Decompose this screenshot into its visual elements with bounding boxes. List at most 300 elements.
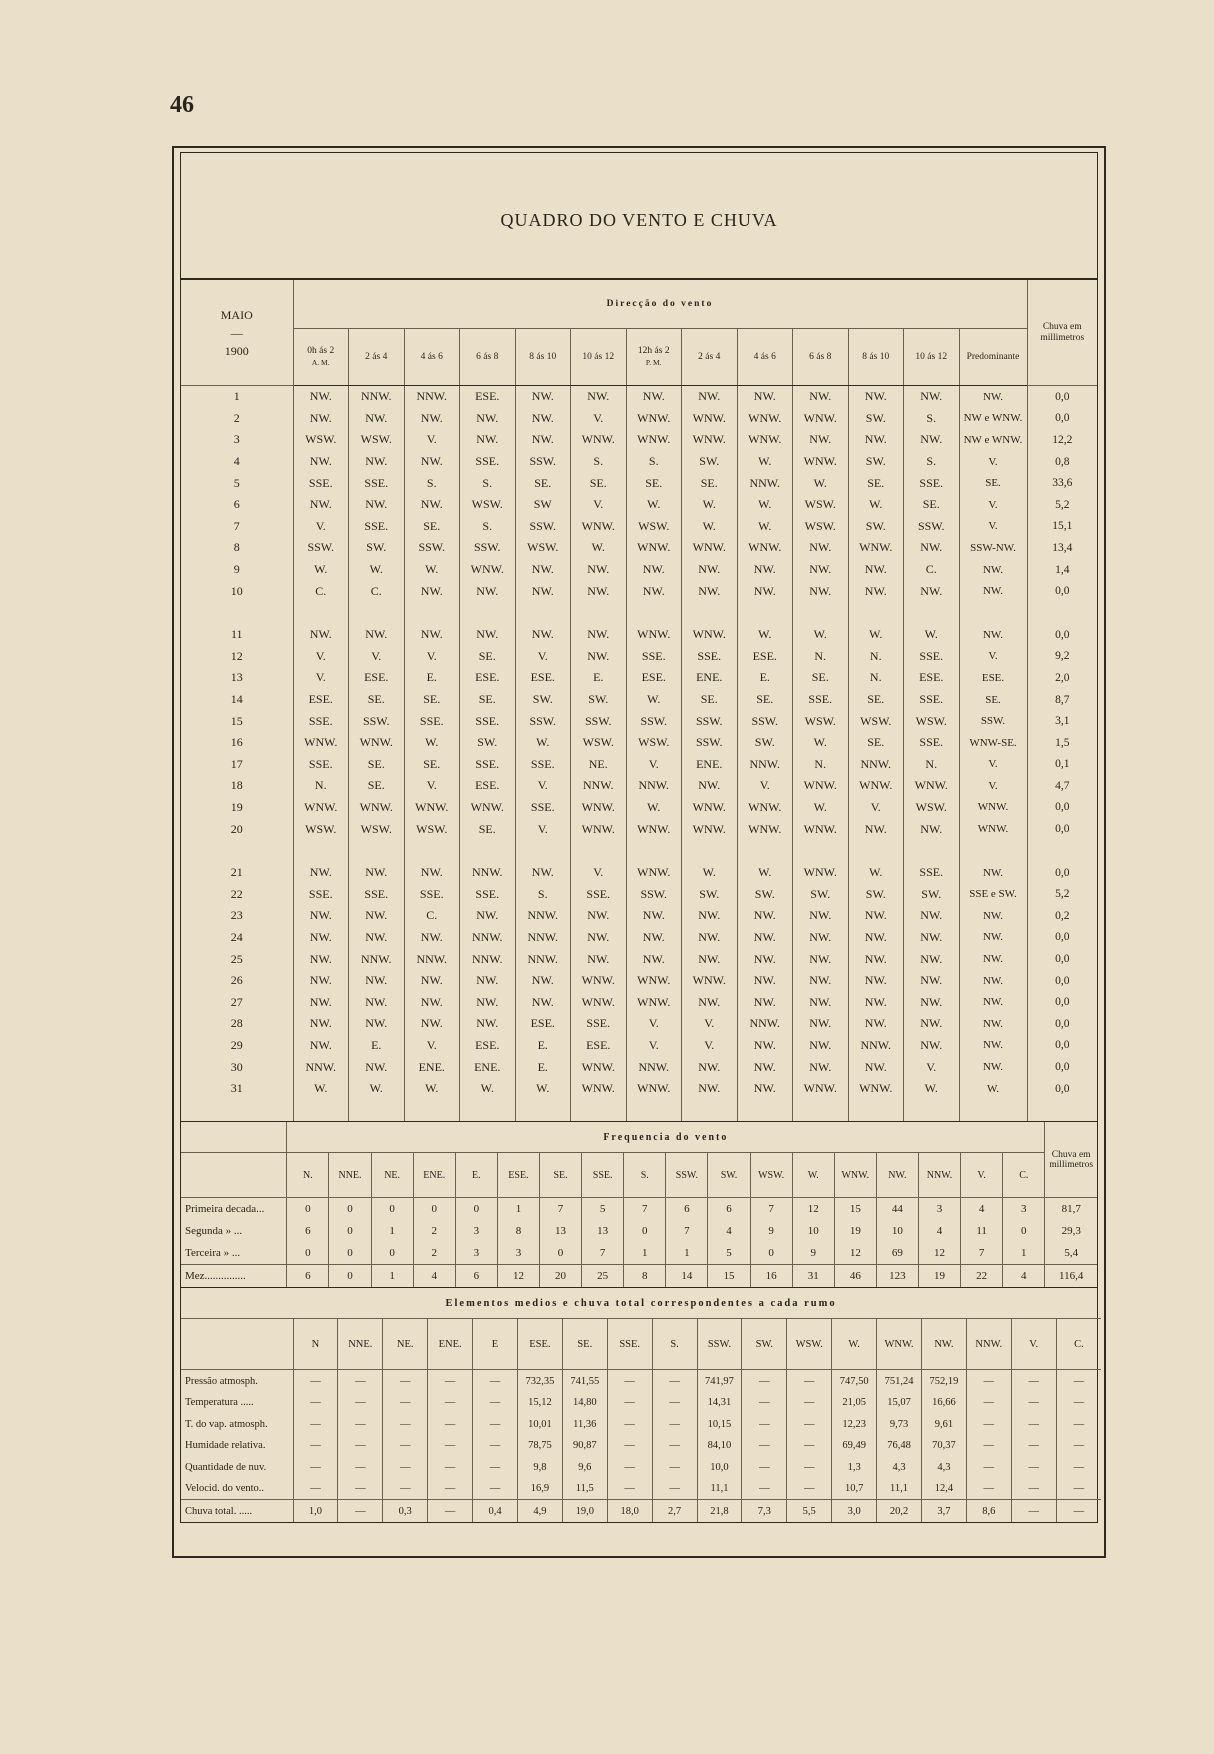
hour-range: 4 ás 6 xyxy=(753,351,776,362)
direction-cell: NW. xyxy=(793,905,849,927)
table-row xyxy=(181,732,1097,754)
element-cell: — xyxy=(966,1413,1011,1435)
frequency-cell: 0 xyxy=(329,1265,371,1288)
element-cell: — xyxy=(383,1413,428,1435)
direction-cell: SW. xyxy=(571,689,627,711)
direction-header: NE. xyxy=(371,1153,413,1198)
direction-cell: NW. xyxy=(793,559,849,581)
direction-cell: NW. xyxy=(404,1013,460,1035)
table-row xyxy=(181,883,1097,905)
direction-cell: NW. xyxy=(682,991,738,1013)
direction-cell: NNW. xyxy=(626,1056,682,1078)
table-row xyxy=(181,1392,1101,1414)
direction-cell: NW. xyxy=(349,862,405,884)
frequency-cell: 15 xyxy=(708,1265,750,1288)
rain-cell: 0,0 xyxy=(1027,927,1097,949)
frequency-cell: 3 xyxy=(1003,1198,1045,1221)
month-dash: — xyxy=(230,325,243,340)
direction-cell: NW. xyxy=(682,1056,738,1078)
element-cell: — xyxy=(293,1413,338,1435)
frequency-cell: 0 xyxy=(455,1198,497,1221)
predominant-cell: WNW. xyxy=(959,818,1027,840)
direction-cell: WNW. xyxy=(793,1078,849,1100)
frequency-corner xyxy=(181,1122,287,1153)
element-cell: — xyxy=(787,1456,832,1478)
direction-cell: NNW. xyxy=(848,754,904,776)
gap-cell xyxy=(571,840,627,862)
day-cell: 9 xyxy=(233,562,240,577)
element-cell: — xyxy=(607,1435,652,1457)
predominant-cell: NW e WNW. xyxy=(959,408,1027,430)
gap-cell xyxy=(515,840,571,862)
frequency-direction-row xyxy=(181,1153,1097,1198)
hour-range: 8 ás 10 xyxy=(529,351,557,362)
direction-cell: SSW. xyxy=(571,710,627,732)
direction-cell: WNW. xyxy=(349,797,405,819)
direction-cell: S. xyxy=(571,451,627,473)
element-cell: — xyxy=(1011,1413,1056,1435)
direction-cell: SSE. xyxy=(349,516,405,538)
direction-cell: NW. xyxy=(404,580,460,602)
element-cell: 4,9 xyxy=(517,1500,562,1522)
gap-cell xyxy=(626,840,682,862)
direction-cell: WSW. xyxy=(626,516,682,538)
direction-cell: C. xyxy=(349,580,405,602)
direction-cell: WNW. xyxy=(626,537,682,559)
direction-cell: NW. xyxy=(293,948,349,970)
rain-cell: 2,0 xyxy=(1027,667,1097,689)
direction-cell: NW. xyxy=(460,624,516,646)
table-row xyxy=(181,1035,1097,1057)
direction-cell: SSE. xyxy=(349,472,405,494)
table-row xyxy=(181,818,1097,840)
direction-cell: SW. xyxy=(793,883,849,905)
day-cell: 1 xyxy=(233,389,240,404)
direction-cell: SSE. xyxy=(349,883,405,905)
rain-cell: 0,0 xyxy=(1027,797,1097,819)
element-cell: 747,50 xyxy=(832,1370,877,1392)
direction-cell: SE. xyxy=(626,472,682,494)
month-header xyxy=(181,280,293,386)
direction-cell: W. xyxy=(626,689,682,711)
frequency-cell: 11 xyxy=(961,1220,1003,1242)
element-cell: — xyxy=(607,1370,652,1392)
element-cell: — xyxy=(607,1478,652,1500)
frequency-cell: 14 xyxy=(666,1265,708,1288)
direction-cell: SSE. xyxy=(904,472,960,494)
table-row xyxy=(181,991,1097,1013)
direction-cell: W. xyxy=(848,862,904,884)
element-cell: — xyxy=(293,1456,338,1478)
direction-cell: V. xyxy=(737,775,793,797)
frequency-cell: 0 xyxy=(287,1242,329,1265)
gap-cell xyxy=(571,1099,627,1121)
direction-cell: NW. xyxy=(626,580,682,602)
day-cell: 8 xyxy=(233,540,240,555)
direction-cell: SSW. xyxy=(626,710,682,732)
gap-cell xyxy=(349,1099,405,1121)
day-cell: 26 xyxy=(230,973,243,988)
element-cell: — xyxy=(1056,1370,1101,1392)
direction-cell: NNW. xyxy=(460,948,516,970)
element-cell: — xyxy=(428,1456,473,1478)
direction-header: SSW. xyxy=(666,1153,708,1198)
element-cell: 5,5 xyxy=(787,1500,832,1522)
day-cell: 5 xyxy=(233,475,240,490)
row-label: T. do vap. atmosph. xyxy=(185,1418,268,1430)
direction-cell: W. xyxy=(515,1078,571,1100)
frequency-cell: 7 xyxy=(750,1198,792,1221)
direction-header: V. xyxy=(961,1153,1003,1198)
table-frame xyxy=(172,146,1106,1558)
element-cell: — xyxy=(428,1370,473,1392)
direction-cell: S. xyxy=(460,516,516,538)
direction-cell: W. xyxy=(793,797,849,819)
direction-header: S. xyxy=(624,1153,666,1198)
direction-header: ENE. xyxy=(428,1319,473,1370)
direction-cell: NW. xyxy=(404,970,460,992)
element-cell: — xyxy=(966,1435,1011,1457)
direction-cell: SSE. xyxy=(293,883,349,905)
direction-cell: SW. xyxy=(737,883,793,905)
direction-cell: SSE. xyxy=(904,646,960,668)
element-cell: — xyxy=(966,1370,1011,1392)
frequency-cell: 3 xyxy=(497,1242,539,1265)
direction-cell: NW. xyxy=(460,905,516,927)
direction-cell: W. xyxy=(349,559,405,581)
direction-cell: WNW. xyxy=(848,775,904,797)
direction-cell: NW. xyxy=(848,927,904,949)
direction-cell: SSW. xyxy=(682,732,738,754)
element-cell: — xyxy=(473,1370,518,1392)
elements-body xyxy=(181,1370,1101,1522)
gap-cell xyxy=(848,602,904,624)
direction-cell: NW. xyxy=(904,537,960,559)
direction-header: C. xyxy=(1056,1319,1101,1370)
direction-cell: SSE. xyxy=(460,883,516,905)
element-cell: — xyxy=(383,1370,428,1392)
direction-cell: V. xyxy=(515,775,571,797)
direction-cell: WNW. xyxy=(571,970,627,992)
element-cell: 4,3 xyxy=(921,1456,966,1478)
hour-period: P. M. xyxy=(645,358,662,367)
direction-cell: W. xyxy=(737,862,793,884)
direction-cell: NW. xyxy=(349,1056,405,1078)
table-row xyxy=(181,1456,1101,1478)
direction-cell: V. xyxy=(571,408,627,430)
element-cell: 741,55 xyxy=(562,1370,607,1392)
element-cell: 0,4 xyxy=(473,1500,518,1522)
element-cell: 9,6 xyxy=(562,1456,607,1478)
direction-cell: SSW. xyxy=(515,516,571,538)
rain-cell: 0,0 xyxy=(1027,1035,1097,1057)
direction-cell: NW. xyxy=(793,1035,849,1057)
element-cell: 1,0 xyxy=(293,1500,338,1522)
frequency-cell: 12 xyxy=(834,1242,876,1265)
direction-cell: SSE. xyxy=(904,732,960,754)
frequency-cell: 9 xyxy=(750,1220,792,1242)
table-row xyxy=(181,537,1097,559)
page-title: QUADRO DO VENTO E CHUVA xyxy=(500,210,778,230)
day-cell: 13 xyxy=(230,670,243,685)
element-cell: — xyxy=(338,1370,383,1392)
direction-cell: SSE. xyxy=(515,797,571,819)
direction-cell: NW. xyxy=(737,991,793,1013)
direction-cell: SSE. xyxy=(682,646,738,668)
direction-cell: NW. xyxy=(293,451,349,473)
predominant-cell: WNW. xyxy=(959,797,1027,819)
hour-range: 2 ás 4 xyxy=(698,351,721,362)
title-box xyxy=(180,152,1098,280)
element-cell: — xyxy=(742,1413,787,1435)
frequency-cell: 1 xyxy=(497,1198,539,1221)
element-cell: 752,19 xyxy=(921,1370,966,1392)
gap-cell xyxy=(959,840,1027,862)
rain-cell: 12,2 xyxy=(1027,429,1097,451)
direction-cell: NNW. xyxy=(404,948,460,970)
predominant-cell: SSE e SW. xyxy=(959,883,1027,905)
predominant-cell: SSW. xyxy=(959,710,1027,732)
table-row xyxy=(181,624,1097,646)
element-cell: — xyxy=(338,1435,383,1457)
direction-cell: NW. xyxy=(793,1056,849,1078)
element-cell: 11,1 xyxy=(697,1478,742,1500)
direction-cell: SSE. xyxy=(904,689,960,711)
element-cell: 3,7 xyxy=(921,1500,966,1522)
direction-cell: ENE. xyxy=(460,1056,516,1078)
direction-cell: WNW. xyxy=(571,1078,627,1100)
element-cell: 84,10 xyxy=(697,1435,742,1457)
direction-header: ENE. xyxy=(413,1153,455,1198)
direction-cell: SW. xyxy=(904,883,960,905)
direction-cell: W. xyxy=(293,559,349,581)
predominant-cell: V. xyxy=(959,754,1027,776)
direction-cell: NW. xyxy=(737,948,793,970)
direction-cell: NE. xyxy=(571,754,627,776)
frequency-cell: 0 xyxy=(329,1220,371,1242)
direction-cell: W. xyxy=(737,624,793,646)
direction-cell: V. xyxy=(404,775,460,797)
gap-cell xyxy=(460,840,516,862)
direction-cell: WSW. xyxy=(349,818,405,840)
direction-cell: NW. xyxy=(349,970,405,992)
direction-header: E. xyxy=(455,1153,497,1198)
frequency-cell: 4 xyxy=(708,1220,750,1242)
row-label: Quantidade de nuv. xyxy=(185,1461,267,1473)
frequency-cell: 20 xyxy=(540,1265,582,1288)
frequency-cell: 1 xyxy=(666,1242,708,1265)
element-cell: — xyxy=(742,1456,787,1478)
direction-cell: NW. xyxy=(848,905,904,927)
element-cell: 10,0 xyxy=(697,1456,742,1478)
day-cell: 19 xyxy=(230,799,243,814)
hour-period: A. M. xyxy=(311,358,330,367)
hour-header xyxy=(404,329,460,386)
direction-cell: NW. xyxy=(571,624,627,646)
element-cell: 9,73 xyxy=(877,1413,922,1435)
direction-cell: NW. xyxy=(626,386,682,408)
direction-cell: SSE. xyxy=(460,710,516,732)
row-label: Terceira » ... xyxy=(185,1247,241,1260)
direction-cell: NW. xyxy=(515,580,571,602)
gap-cell xyxy=(181,1099,293,1121)
element-cell: — xyxy=(338,1392,383,1414)
direction-cell: SE. xyxy=(349,689,405,711)
direction-header: E xyxy=(473,1319,518,1370)
direction-cell: V. xyxy=(404,646,460,668)
table-row xyxy=(181,494,1097,516)
direction-cell: NW. xyxy=(793,991,849,1013)
element-cell: — xyxy=(1011,1435,1056,1457)
rain-cell: 0,0 xyxy=(1027,862,1097,884)
direction-cell: SSW. xyxy=(904,516,960,538)
direction-cell: WNW. xyxy=(682,797,738,819)
direction-cell: N. xyxy=(793,754,849,776)
decade-gap xyxy=(181,602,1097,624)
element-cell: — xyxy=(742,1370,787,1392)
table-row xyxy=(181,1198,1097,1221)
element-cell: 12,4 xyxy=(921,1478,966,1500)
element-cell: — xyxy=(383,1435,428,1457)
frequency-cell: 13 xyxy=(582,1220,624,1242)
direction-cell: W. xyxy=(904,1078,960,1100)
frequency-cell: 3 xyxy=(455,1220,497,1242)
direction-cell: SE. xyxy=(904,494,960,516)
bottom-gap xyxy=(181,1099,1097,1121)
direction-cell: WNW. xyxy=(571,429,627,451)
direction-cell: SSE. xyxy=(404,883,460,905)
gap-cell xyxy=(793,1099,849,1121)
direction-header: NNW. xyxy=(966,1319,1011,1370)
direction-cell: NW. xyxy=(460,991,516,1013)
direction-cell: SE. xyxy=(460,818,516,840)
direction-cell: S. xyxy=(460,472,516,494)
direction-cell: SE. xyxy=(515,472,571,494)
element-cell: — xyxy=(293,1478,338,1500)
direction-cell: NW. xyxy=(571,559,627,581)
direction-cell: C. xyxy=(404,905,460,927)
table-row xyxy=(181,1056,1097,1078)
direction-cell: NW. xyxy=(682,948,738,970)
element-cell: 10,01 xyxy=(517,1413,562,1435)
day-cell: 29 xyxy=(230,1037,243,1052)
direction-cell: SSE. xyxy=(626,646,682,668)
rain-cell: 0,0 xyxy=(1027,1013,1097,1035)
gap-cell xyxy=(515,602,571,624)
frequency-cell: 16 xyxy=(750,1265,792,1288)
direction-cell: SE. xyxy=(349,754,405,776)
row-label: Velocid. do vento.. xyxy=(185,1483,265,1495)
direction-cell: WNW. xyxy=(682,408,738,430)
row-label: Primeira decada... xyxy=(185,1203,265,1216)
element-cell: — xyxy=(383,1478,428,1500)
direction-cell: WNW. xyxy=(793,818,849,840)
direction-cell: NW. xyxy=(460,580,516,602)
direction-cell: NW. xyxy=(404,451,460,473)
frequency-cell: 0 xyxy=(329,1242,371,1265)
element-cell: 12,23 xyxy=(832,1413,877,1435)
direction-header: SE. xyxy=(562,1319,607,1370)
predominant-cell: NW. xyxy=(959,386,1027,408)
direction-header: NE. xyxy=(383,1319,428,1370)
direction-cell: NW. xyxy=(404,927,460,949)
direction-cell: SSW. xyxy=(460,537,516,559)
hour-range: 12h ás 2 xyxy=(637,346,670,356)
rain-cell: 1,5 xyxy=(1027,732,1097,754)
table-row xyxy=(181,905,1097,927)
element-cell: — xyxy=(652,1370,697,1392)
row-label: Pressão atmosph. xyxy=(185,1375,258,1387)
direction-cell: NW. xyxy=(293,862,349,884)
direction-cell: V. xyxy=(293,516,349,538)
direction-cell: NW. xyxy=(404,494,460,516)
gap-cell xyxy=(293,1099,349,1121)
gap-cell xyxy=(682,840,738,862)
direction-cell: WSW. xyxy=(793,710,849,732)
direction-cell: NW. xyxy=(793,580,849,602)
predominant-cell: W. xyxy=(959,1078,1027,1100)
element-cell: 741,97 xyxy=(697,1370,742,1392)
element-cell: — xyxy=(742,1435,787,1457)
direction-cell: ESE. xyxy=(626,667,682,689)
element-cell: — xyxy=(338,1413,383,1435)
table-row xyxy=(181,1435,1101,1457)
hour-header xyxy=(737,329,793,386)
frequency-cell: 1 xyxy=(624,1242,666,1265)
direction-cell: NNW. xyxy=(626,775,682,797)
direction-cell: ENE. xyxy=(682,754,738,776)
rain-cell: 15,1 xyxy=(1027,516,1097,538)
element-cell: 751,24 xyxy=(877,1370,922,1392)
direction-cell: V. xyxy=(682,1035,738,1057)
frequency-cell: 3 xyxy=(455,1242,497,1265)
direction-cell: NW. xyxy=(737,1035,793,1057)
element-cell: — xyxy=(607,1413,652,1435)
direction-cell: W. xyxy=(682,494,738,516)
table-row xyxy=(181,1500,1101,1522)
element-cell: 20,2 xyxy=(877,1500,922,1522)
predominant-cell: NW. xyxy=(959,862,1027,884)
direction-cell: WNW. xyxy=(460,559,516,581)
predominant-cell: NW. xyxy=(959,927,1027,949)
frequency-cell: 3 xyxy=(918,1198,960,1221)
direction-cell: NW. xyxy=(626,559,682,581)
gap-cell xyxy=(1027,840,1097,862)
rain-cell: 0,0 xyxy=(1027,818,1097,840)
hour-range: 0h ás 2 xyxy=(307,346,335,356)
hour-header xyxy=(293,329,349,386)
element-cell: 69,49 xyxy=(832,1435,877,1457)
direction-cell: SSE. xyxy=(460,451,516,473)
direction-cell: WNW. xyxy=(737,408,793,430)
direction-cell: SSW. xyxy=(293,537,349,559)
direction-cell: N. xyxy=(904,754,960,776)
direction-header: WNW. xyxy=(834,1153,876,1198)
direction-header: SW. xyxy=(708,1153,750,1198)
direction-cell: NW. xyxy=(571,646,627,668)
hour-header-row xyxy=(181,329,1097,386)
predominant-cell: NW. xyxy=(959,1035,1027,1057)
direction-cell: WNW. xyxy=(626,862,682,884)
elements-table xyxy=(181,1288,1101,1522)
hour-header xyxy=(904,329,960,386)
direction-cell: SSE. xyxy=(904,862,960,884)
direction-cell: V. xyxy=(682,1013,738,1035)
frequency-cell: 9 xyxy=(792,1242,834,1265)
hour-range: 10 ás 12 xyxy=(582,351,615,362)
table-row xyxy=(181,408,1097,430)
direction-cell: SE. xyxy=(404,516,460,538)
